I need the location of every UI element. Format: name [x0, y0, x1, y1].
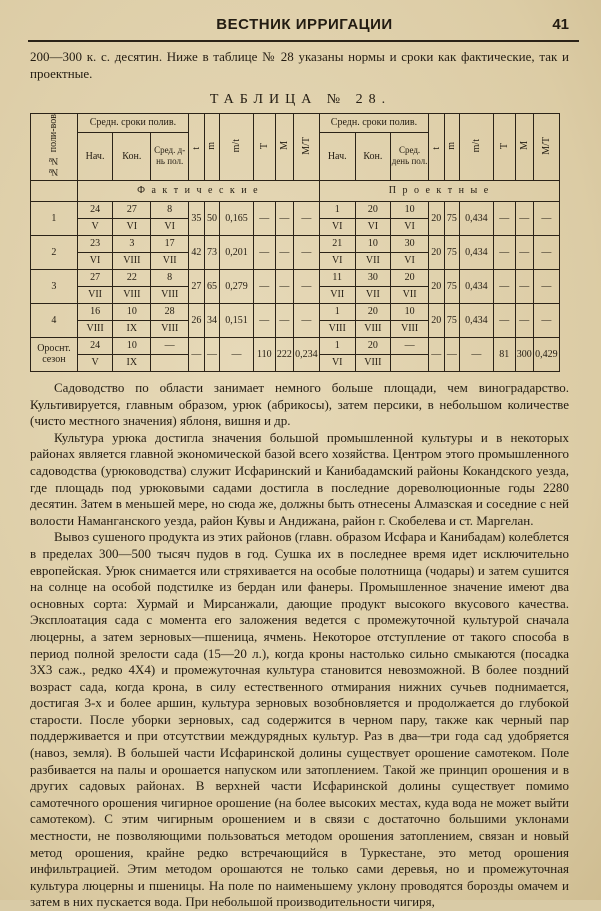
col-header-mt: m/t [220, 114, 253, 181]
cell-pn1: 21 [319, 235, 355, 252]
cell-n1: 27 [77, 269, 113, 286]
cell-n1: 24 [77, 337, 113, 354]
cell-ps1: — [391, 337, 429, 354]
cell-pk1: 20 [355, 201, 391, 218]
cell-n2: V [77, 354, 113, 371]
col-header-pM: M [515, 114, 533, 181]
cell-ps2: VI [391, 252, 429, 269]
cell-pt: 20 [429, 201, 445, 235]
row-label: Ороснт. сезон [31, 337, 78, 371]
col-header-sroki-fact: Средн. сроки полив. [77, 114, 188, 133]
cell-n2: VIII [77, 320, 113, 337]
cell-pm: 75 [444, 235, 460, 269]
paragraph-2: Культура урюка достигла значения большой промышленной культуры и в некоторых районах является главной экономической базой всего хозяйства. Центром этого промышленного садоводства (урюководства) служит Исфаринский и Канибадамский районы Кокандского уезда, где площадь под урюковыми садами достигла в последние дореволюционные годы 2280 десятин. Затем в меньшей мере, но сюда же, должны быть отнесены Алмазская и соседние с ней волости Наманганского уезда, район Кувы и Андижана, район г. Скобелева и ст. Маргелан. [30, 429, 569, 528]
cell-MT: — [293, 201, 319, 235]
running-header [40, 16, 569, 36]
cell-m: — [204, 337, 220, 371]
col-header-m: m [204, 114, 220, 181]
col-header-t: t [189, 114, 205, 181]
cell-s1: 8 [151, 269, 189, 286]
cell-pM: — [515, 235, 533, 269]
cell-n1: 24 [77, 201, 113, 218]
cell-pm: — [444, 337, 460, 371]
irrigation-table [30, 113, 560, 372]
cell-M: 222 [275, 337, 293, 371]
cell-pm: 75 [444, 303, 460, 337]
cell-pm: 75 [444, 269, 460, 303]
row-label: 3 [31, 269, 78, 303]
cell-n1: 23 [77, 235, 113, 252]
cell-M: — [275, 201, 293, 235]
cell-s2: VIII [151, 320, 189, 337]
cell-t: 42 [189, 235, 205, 269]
cell-pMT: — [533, 201, 559, 235]
cell-pk2: VIII [355, 354, 391, 371]
cell-m: 50 [204, 201, 220, 235]
cell-t: — [189, 337, 205, 371]
cell-t: 27 [189, 269, 205, 303]
cell-pMT: 0,429 [533, 337, 559, 371]
col-header-pnach: Нач. [319, 132, 355, 180]
cell-pn1: 1 [319, 201, 355, 218]
cell-pn2: VIII [319, 320, 355, 337]
cell-m: 34 [204, 303, 220, 337]
cell-pn2: VI [319, 354, 355, 371]
col-header-pm: m [444, 114, 460, 181]
row-label: 4 [31, 303, 78, 337]
cell-pn2: VI [319, 218, 355, 235]
band-proj: П р о е к т н ы е [319, 180, 559, 201]
col-header-pt: t [429, 114, 445, 181]
table-caption: ТАБЛИЦА № 28. [209, 92, 392, 107]
cell-pMT: — [533, 303, 559, 337]
cell-pn2: VII [319, 286, 355, 303]
cell-n1: 16 [77, 303, 113, 320]
cell-MT: 0,234 [293, 337, 319, 371]
cell-M: — [275, 303, 293, 337]
cell-s1: — [151, 337, 189, 354]
cell-n2: VII [77, 286, 113, 303]
table-row [31, 303, 560, 320]
cell-pMT: — [533, 269, 559, 303]
cell-k2: VIII [113, 252, 151, 269]
col-header-sred: Сред. д-нь пол. [151, 132, 189, 180]
cell-pk2: VIII [355, 320, 391, 337]
intro-paragraph: 200—300 к. с. десятин. Ниже в таблице № 28 указаны нормы и сроки как фактические, так и проектные. [30, 49, 569, 81]
cell-T: — [253, 201, 275, 235]
cell-ps2 [391, 354, 429, 371]
cell-pM: — [515, 269, 533, 303]
cell-k1: 22 [113, 269, 151, 286]
cell-ps2: VIII [391, 320, 429, 337]
cell-pn2: VI [319, 252, 355, 269]
table-row [31, 201, 560, 218]
cell-pn1: 1 [319, 337, 355, 354]
col-header-pkon: Кон. [355, 132, 391, 180]
header-rule [28, 40, 579, 42]
cell-k2: IX [113, 320, 151, 337]
cell-pmt: 0,434 [460, 303, 493, 337]
cell-M: — [275, 235, 293, 269]
cell-s1: 28 [151, 303, 189, 320]
row-label: 2 [31, 235, 78, 269]
cell-s2: VI [151, 218, 189, 235]
row-label: 1 [31, 201, 78, 235]
cell-T: — [253, 269, 275, 303]
band-empty [31, 180, 78, 201]
cell-pk1: 20 [355, 303, 391, 320]
cell-n2: VI [77, 252, 113, 269]
cell-ps2: VI [391, 218, 429, 235]
cell-k2: VI [113, 218, 151, 235]
cell-pk1: 30 [355, 269, 391, 286]
body-text [30, 380, 569, 911]
cell-M: — [275, 269, 293, 303]
table-row [31, 337, 560, 354]
cell-m: 73 [204, 235, 220, 269]
cell-T: — [253, 235, 275, 269]
cell-k1: 10 [113, 337, 151, 354]
cell-pM: 300 [515, 337, 533, 371]
intro-text [30, 48, 569, 82]
band-fact: Ф а к т и ч е с к и е [77, 180, 319, 201]
cell-pn1: 1 [319, 303, 355, 320]
table-band-row [31, 180, 560, 201]
cell-pk1: 20 [355, 337, 391, 354]
cell-t: 26 [189, 303, 205, 337]
cell-MT: — [293, 303, 319, 337]
cell-s2 [151, 354, 189, 371]
cell-pt: 20 [429, 235, 445, 269]
cell-pk2: VII [355, 286, 391, 303]
cell-k1: 3 [113, 235, 151, 252]
cell-pT: — [493, 303, 515, 337]
cell-ps2: VII [391, 286, 429, 303]
cell-pmt: 0,434 [460, 235, 493, 269]
cell-mt: 0,201 [220, 235, 253, 269]
page-number: 41 [552, 16, 569, 33]
cell-pmt: 0,434 [460, 269, 493, 303]
col-header-MT: M/T [293, 114, 319, 181]
col-header-pMT: M/T [533, 114, 559, 181]
cell-pM: — [515, 201, 533, 235]
cell-k2: VIII [113, 286, 151, 303]
cell-pT: — [493, 201, 515, 235]
col-header-psred: Сред. день пол. [391, 132, 429, 180]
paragraph-1: Садоводство по области занимает немного больше площади, чем виноградарство. Культивируется, главным образом, урюк (абрикосы), затем персики, в небольшом количестве (чисто местного значения) яблоня, вишня и др. [30, 380, 569, 429]
cell-t: 35 [189, 201, 205, 235]
cell-mt: 0,279 [220, 269, 253, 303]
cell-MT: — [293, 269, 319, 303]
cell-ps1: 10 [391, 201, 429, 218]
cell-pMT: — [533, 235, 559, 269]
col-header-kon: Кон. [113, 132, 151, 180]
cell-pM: — [515, 303, 533, 337]
cell-pmt: 0,434 [460, 201, 493, 235]
cell-pk1: 10 [355, 235, 391, 252]
cell-n2: V [77, 218, 113, 235]
cell-T: 110 [253, 337, 275, 371]
cell-pk2: VII [355, 252, 391, 269]
paragraph-3: Вывоз сушеного продукта из этих районов (главн. образом Исфара и Канибадам) колеблется в пределах 300—500 тысяч пудов в год. Сушка их в последнее время идет исключительно европейская. Урюк снимается или стряхивается на особые полотнища (чодары) и затем сушится на солнце на особой подстилке из бердан или фанеры. Промышленное значение имеют два основных сорта: Хурмай и Мирсанжали, дающие продукт высокого вкусового качества. Эксплоатация сада с момента его заложения ведется с промежуточной культурой сначала люцерны, а затем зерновых—пшеница, ячмень. Некоторое отступление от такого способа в период полной зрелости сада (15—20 л.), когда кроны настолько сильно смыкаются (посадка 3X3 саж., редко 4X4) и промежуточная культура становится невозможной. В более поздний возраст сада, когда крона, в силу естественного отмирания нижних сучьев поднимается, достигая 3-х и более аршин, культура зерновых возобновляется и продолжается до глубокой старости. После уборки зерновых, сад содержится в черном пару, также как черный пар поддерживается и при отсутствии междурядных культур. Раз в два—три года сад удобряется (навоз, земля). В большей части Исфаринской долины существует орошение самотеком. Поле разбивается на палы и орошается напуском или затоплением. Такой же принцип орошения и в других садовых районах. В верхней части Исфаринской долины существует помимо самотечного орошения чигирное орошение (на более высоких местах, куда вода не может выйти самотеком). С этим чигирным орошением и в связи с достаточно большими уклонами местности, не позволяющими пользоваться методом орошения затоплением, связан и новый метод орошения, крайне редко встречающийся в Туркестане, это метод орошения инфильтрацией. Этим методом орошаются не только сами деревья, но и промежуточная культура люцерны и пшеницы. На поле по наименьшему уклону проводятся борозды омачем и затем в них пускается вода. При небольшой производительности чигиря, [30, 529, 569, 910]
cell-T: — [253, 303, 275, 337]
cell-pm: 75 [444, 201, 460, 235]
cell-mt: 0,151 [220, 303, 253, 337]
col-header-sroki-proj: Средн. сроки полив. [319, 114, 428, 133]
col-header-nach: Нач. [77, 132, 113, 180]
cell-pT: — [493, 269, 515, 303]
table-row [31, 269, 560, 286]
cell-ps1: 20 [391, 269, 429, 286]
col-header-pT: T [493, 114, 515, 181]
col-header-M: M [275, 114, 293, 181]
cell-pn1: 11 [319, 269, 355, 286]
cell-ps1: 10 [391, 303, 429, 320]
cell-pT: 81 [493, 337, 515, 371]
cell-mt: 0,165 [220, 201, 253, 235]
cell-m: 65 [204, 269, 220, 303]
col-header-num: №№ поли-вов [31, 114, 78, 181]
cell-k2: IX [113, 354, 151, 371]
table-row [31, 235, 560, 252]
cell-s1: 8 [151, 201, 189, 218]
cell-pk2: VI [355, 218, 391, 235]
cell-pt: 20 [429, 269, 445, 303]
cell-s2: VII [151, 252, 189, 269]
col-header-pmt: m/t [460, 114, 493, 181]
cell-MT: — [293, 235, 319, 269]
cell-k1: 27 [113, 201, 151, 218]
table-body [31, 201, 560, 371]
cell-k1: 10 [113, 303, 151, 320]
cell-pt: 20 [429, 303, 445, 337]
col-header-T: T [253, 114, 275, 181]
cell-pT: — [493, 235, 515, 269]
cell-mt: — [220, 337, 253, 371]
cell-s1: 17 [151, 235, 189, 252]
cell-ps1: 30 [391, 235, 429, 252]
table-header-row-1 [31, 114, 560, 133]
journal-title: ВЕСТНИК ИРРИГАЦИИ [216, 16, 393, 33]
cell-pmt: — [460, 337, 493, 371]
cell-pt: — [429, 337, 445, 371]
cell-s2: VIII [151, 286, 189, 303]
